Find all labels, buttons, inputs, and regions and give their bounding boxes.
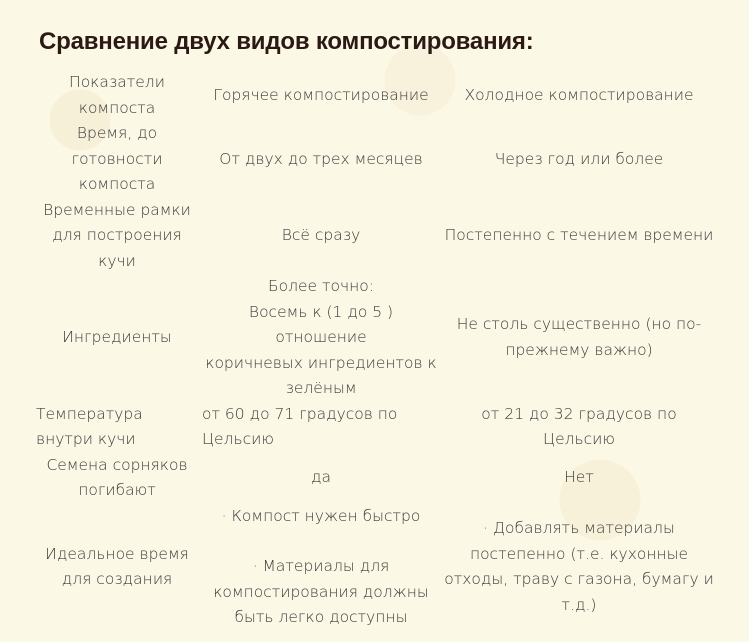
row-label: Временные рамки для построения кучи	[43, 200, 191, 270]
hot-value: да	[311, 468, 331, 487]
hot-value: Всё сразу	[281, 226, 361, 244]
table-row	[34, 274, 716, 402]
hot-value: · Компост нужен быстро · Материалы для компостирования должны быть легко доступны	[213, 506, 429, 626]
row-label: Время, до готовности компоста	[71, 124, 163, 193]
table-row	[34, 402, 716, 453]
row-label: Температура внутри кучи	[36, 404, 143, 448]
cold-value: Не столь существенно (но по- прежнему важно)	[456, 315, 702, 359]
comparison-table	[34, 70, 716, 631]
row-label: Идеальное время для создания	[45, 544, 189, 588]
header-cell-hot: Горячее компостирование	[213, 85, 429, 104]
header-cell-indicators: Показатели компоста	[69, 73, 165, 117]
table-row	[34, 504, 716, 631]
cold-value: Нет	[564, 468, 594, 487]
table-row	[34, 121, 716, 198]
row-label: Семена сорняков погибают	[46, 455, 188, 499]
table-header-row	[34, 70, 716, 121]
hot-value: От двух до трех месяцев	[219, 149, 423, 168]
hot-value: Более точно: Восемь к (1 до 5 ) отношение коричневых ингредиентов к зелёным	[205, 277, 437, 397]
cold-value: · Добавлять материалы постепенно (т.е. кухонные отходы, траву с газона, бумагу и т.д.)	[444, 519, 714, 614]
cold-value: Постепенно с течением времени	[444, 226, 714, 244]
table-row	[34, 198, 716, 275]
header-cell-cold: Холодное компостирование	[464, 85, 694, 104]
page-title: Сравнение двух видов компостирования:	[39, 28, 534, 55]
row-label: Ингредиенты	[62, 328, 172, 346]
cold-value: от 21 до 32 градусов по Цельсию	[481, 404, 677, 448]
cold-value: Через год или более	[494, 149, 664, 168]
hot-value: от 60 до 71 градусов по Цельсию	[202, 404, 398, 448]
table-row	[34, 453, 716, 504]
